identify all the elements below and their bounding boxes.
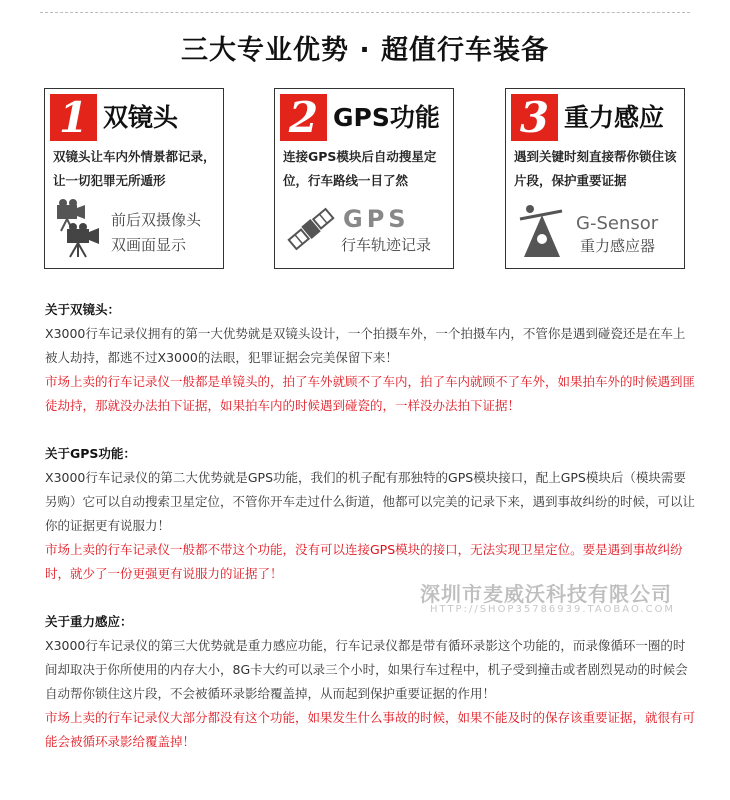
section-heading: 关于重力感应： <box>45 614 133 629</box>
card-number: 3 <box>511 94 558 141</box>
card-caption-line2: 双画面显示 <box>111 236 187 254</box>
feature-card-gsensor <box>505 88 685 269</box>
section-body: X3000行车记录仪拥有的第一大优势就是双镜头设计，一个拍摄车外，一个拍摄车内，不管你是遇到碰瓷还是在车上被人劫持，都逃不过X3000的法眼，犯罪证据会完美保留下来！ <box>45 326 686 365</box>
feature-card-dual-lens <box>44 88 224 269</box>
watermark-url: HTTP://SHOP35786939.TAOBAO.COM <box>430 604 676 615</box>
section-body: X3000行车记录仪的第二大优势就是GPS功能，我们的机子配有那独特的GPS模块接口，配上GPS模块后（模块需要另购）它可以自动搜索卫星定位，不管你开车走过什么街道，他都可以完美的记录下来，遇到事故纠纷的时候，可以让你的证据更有说服力！ <box>45 470 696 533</box>
page-title: 三大专业优势 · 超值行车装备 <box>180 35 550 66</box>
card-caption-line2: 重力感应器 <box>580 237 656 255</box>
card-description: 连接GPS模块后自动搜星定位，行车路线一目了然 <box>283 149 437 188</box>
balance-icon <box>514 199 570 259</box>
section-highlight: 市场上卖的行车记录仪大部分都没有这个功能，如果发生什么事故的时候，如果不能及时的保存该重要证据，就很有可能会被循环录影给覆盖掉！ <box>45 710 696 749</box>
card-caption-line2: 行车轨迹记录 <box>341 236 432 254</box>
section-body: X3000行车记录仪的第三大优势就是重力感应功能，行车记录仪都是带有循环录影这个功能的，而录像循环一圈的时间却取决于你所使用的内存大小，8G卡大约可以录三个小时，如果行车过程中，机子受到撞击或者剧烈晃动的时候会自动帮你锁住这片段，不会被循环录影给覆盖掉，从而起到保护重要证据的作用！ <box>45 638 688 701</box>
card-caption-line1: G-Sensor <box>576 213 659 234</box>
section-heading: 关于GPS功能： <box>45 446 136 461</box>
card-caption-big: GPS <box>343 205 410 233</box>
watermark-company: 深圳市麦威沃科技有限公司 <box>420 582 672 606</box>
section-heading: 关于双镜头： <box>45 302 121 317</box>
section-dual-lens <box>45 298 695 418</box>
card-caption-line1: 前后双摄像头 <box>111 211 202 229</box>
top-divider <box>40 12 690 13</box>
card-heading: 双镜头 <box>103 103 179 132</box>
section-gsensor <box>45 610 695 754</box>
card-description: 双镜头让车内外情景都记录，让一切犯罪无所遁形 <box>53 149 216 188</box>
feature-card-gps <box>274 88 454 269</box>
card-number: 1 <box>50 94 97 141</box>
camera-icon <box>53 199 109 259</box>
card-heading: GPS功能 <box>333 103 440 132</box>
satellite-icon <box>283 199 339 259</box>
section-highlight: 市场上卖的行车记录仪一般都不带这个功能，没有可以连接GPS模块的接口，无法实现卫星定位。要是遇到事故纠纷时，就少了一份更强更有说服力的证据了！ <box>45 542 683 581</box>
card-heading: 重力感应 <box>564 103 665 132</box>
section-highlight: 市场上卖的行车记录仪一般都是单镜头的，拍了车外就顾不了车内，拍了车内就顾不了车外，如果拍车外的时候遇到匪徒劫持，那就没办法拍下证据，如果拍车内的时候遇到碰瓷的，一样没办法拍下证据！ <box>45 374 696 413</box>
section-gps <box>45 442 695 586</box>
card-number: 2 <box>280 94 327 141</box>
card-description: 遇到关键时刻直接帮你锁住该片段，保护重要证据 <box>514 149 677 188</box>
